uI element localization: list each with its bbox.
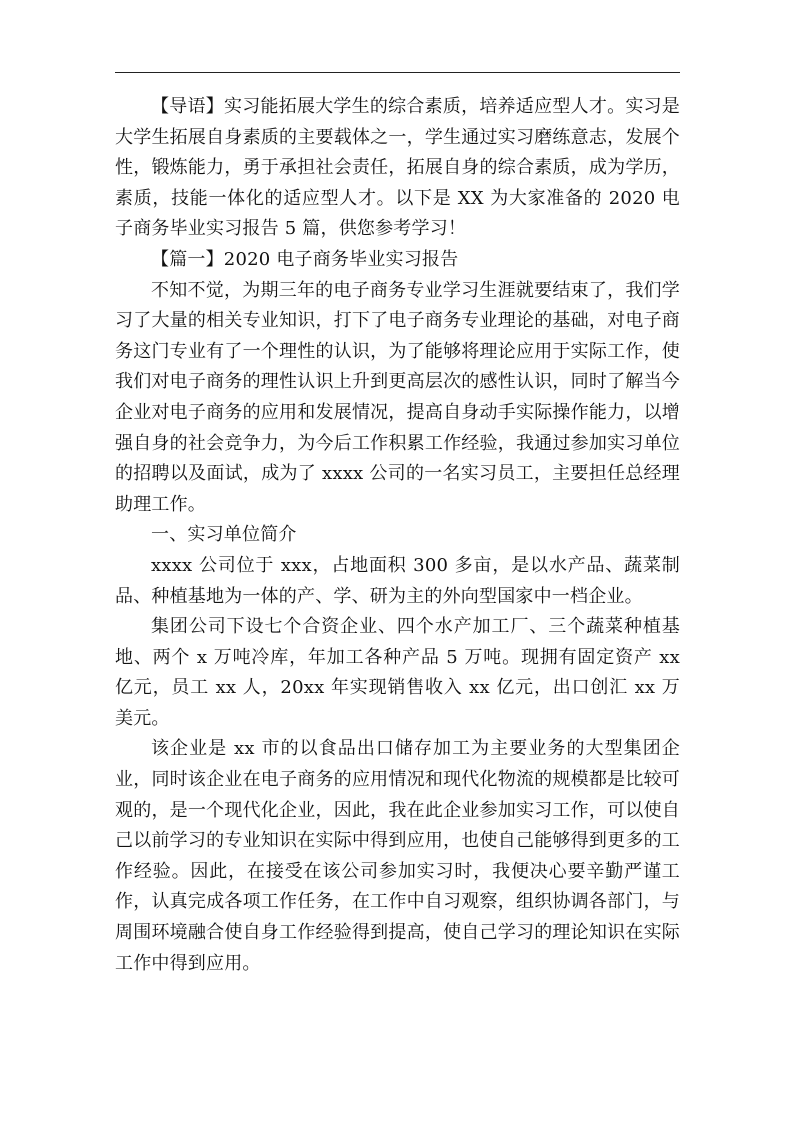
body-paragraph: 不知不觉，为期三年的电子商务专业学习生涯就要结束了，我们学习了大量的相关专业知识，打下了电子商务专业理论的基础，对电子商务这门专业有了一个理性的认识，为了能够将理论应用于实际工作，使我们对电子商务的理性认识上升到更高层次的感性认识，同时了解当今企业对电子商务的应用和发展情况，提高自身动手实际操作能力，以增强自身的社会竞争力，为今后工作积累工作经验，我通过参加实习单位的招聘以及面试，成为了 xxxx 公司的一名实习员工，主要担任总经理助理工作。 bbox=[115, 279, 680, 515]
body-paragraph: xxxx 公司位于 xxx，占地面积 300 多亩，是以水产品、蔬菜制品、种植基地为一体的产、学、研为主的外向型国家中一档企业。 bbox=[115, 554, 680, 607]
document-body bbox=[115, 92, 680, 979]
section-heading: 一、实习单位简介 bbox=[151, 524, 297, 546]
body-paragraph: 该企业是 xx 市的以食品出口储存加工为主要业务的大型集团企业，同时该企业在电子商务的应用情况和现代化物流的规模都是比较可观的，是一个现代化企业，因此，我在此企业参加实习工作，可以使自己以前学习的专业知识在实际中得到应用，也使自己能够得到更多的工作经验。因此，在接受在该公司参加实习时，我便决心要辛勤严谨工作，认真完成各项工作任务，在工作中自习观察，组织协调各部门，与周围环境融合使自身工作经验得到提高，使自己学习的理论知识在实际工作中得到应用。 bbox=[115, 738, 680, 974]
header-rule bbox=[115, 72, 680, 73]
intro-paragraph: 【导语】实习能拓展大学生的综合素质，培养适应型人才。实习是大学生拓展自身素质的主要载体之一，学生通过实习磨练意志，发展个性，锻炼能力，勇于承担社会责任，拓展自身的综合素质，成为学历，素质，技能一体化的适应型人才。以下是 XX 为大家准备的 2020 电子商务毕业实习报告 5 篇，供您参考学习！ bbox=[115, 96, 680, 240]
chapter-heading: 【篇一】2020 电子商务毕业实习报告 bbox=[151, 248, 459, 270]
body-paragraph: 集团公司下设七个合资企业、四个水产加工厂、三个蔬菜种植基地、两个 x 万吨冷库，年加工各种产品 5 万吨。现拥有固定资产 xx 亿元，员工 xx 人，20xx 年实现销售收入 xx 亿元，出口创汇 xx 万美元。 bbox=[115, 616, 680, 729]
